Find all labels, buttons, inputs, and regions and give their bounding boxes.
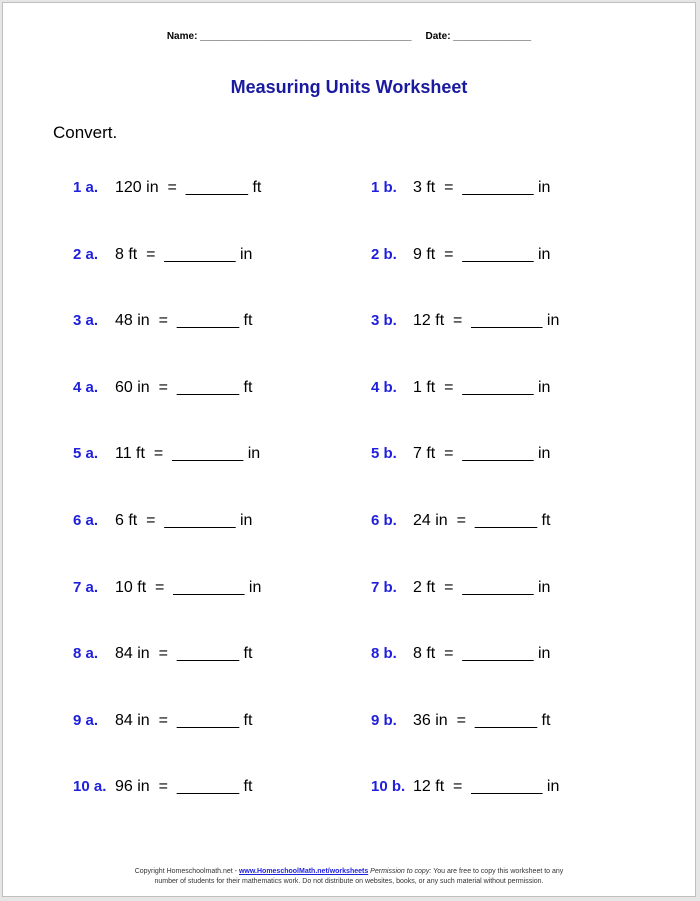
- problem-text: 11 ft = ________ in: [115, 445, 261, 463]
- problem-item: [73, 645, 252, 663]
- footer-line-1: [3, 867, 695, 877]
- problem-number: 1 b.: [371, 179, 397, 196]
- problem-number: 7 a.: [73, 578, 99, 596]
- problem-item: [371, 645, 550, 663]
- problem-item: [73, 379, 252, 397]
- problem-text: 24 in = _______ ft: [413, 512, 551, 529]
- problem-item: [371, 712, 550, 730]
- problem-text: 8 ft = ________ in: [413, 645, 551, 663]
- problem-item: [73, 179, 261, 197]
- problem-number: 8 b.: [371, 645, 397, 663]
- problem-text: 1 ft = ________ in: [413, 378, 551, 396]
- problem-item: [73, 712, 252, 730]
- instruction-text: Convert.: [53, 123, 118, 142]
- footer-copyright: Copyright Homeschoolmath.net -: [134, 868, 239, 875]
- problem-item: [371, 579, 550, 597]
- problem-text: 36 in = _______ ft: [413, 711, 551, 729]
- problem-number: 1 a.: [73, 179, 99, 196]
- worksheet-page: [2, 2, 696, 897]
- problem-number: 3 a.: [73, 312, 99, 330]
- problem-text: 12 ft = ________ in: [413, 312, 560, 330]
- problem-text: 3 ft = ________ in: [413, 179, 551, 196]
- problem-text: 7 ft = ________ in: [413, 445, 551, 463]
- problem-number: 2 b.: [371, 245, 397, 263]
- problem-number: 6 a.: [73, 512, 99, 529]
- problem-item: [371, 445, 550, 463]
- footer-permission-label: Permission to copy:: [368, 868, 434, 875]
- problem-number: 10 a.: [73, 778, 107, 796]
- problem-item: [371, 246, 550, 264]
- problem-text: 12 ft = ________ in: [413, 778, 560, 796]
- problem-text: 84 in = _______ ft: [115, 711, 253, 729]
- problem-number: 10 b.: [371, 778, 406, 796]
- problem-item: [73, 778, 252, 796]
- problem-item: [73, 312, 252, 330]
- problem-text: 8 ft = ________ in: [115, 245, 253, 263]
- problem-item: [73, 512, 252, 530]
- problem-text: 6 ft = ________ in: [115, 512, 253, 529]
- problem-item: [371, 179, 550, 197]
- date-line: Date: ______________: [425, 31, 532, 42]
- name-date-header: [3, 31, 695, 42]
- problem-text: 120 in = _______ ft: [115, 179, 262, 196]
- footer-permission-text: You are free to copy this worksheet to any: [433, 868, 564, 875]
- footer-line-2: number of students for their mathematics work. Do not distribute on websites, books, or any such material without permission.: [154, 878, 544, 885]
- problem-number: 9 a.: [73, 711, 99, 729]
- problem-text: 48 in = _______ ft: [115, 312, 253, 330]
- problem-text: 10 ft = ________ in: [115, 578, 262, 596]
- page-title: Measuring Units Worksheet: [230, 77, 468, 97]
- footer-link[interactable]: www.HomeschoolMath.net/worksheets: [238, 868, 369, 875]
- problem-item: [371, 379, 550, 397]
- problem-text: 60 in = _______ ft: [115, 378, 253, 396]
- problem-number: 5 a.: [73, 445, 99, 463]
- problem-number: 5 b.: [371, 445, 397, 463]
- problem-number: 4 b.: [371, 378, 397, 396]
- problem-text: 9 ft = ________ in: [413, 245, 551, 263]
- problem-number: 4 a.: [73, 378, 99, 396]
- problem-text: 96 in = _______ ft: [115, 778, 253, 796]
- problem-text: 84 in = _______ ft: [115, 645, 253, 663]
- footer: [3, 867, 695, 887]
- problem-number: 7 b.: [371, 578, 397, 596]
- name-line: Name: ______________________________________: [166, 31, 412, 42]
- problem-number: 9 b.: [371, 711, 397, 729]
- problem-item: [73, 579, 261, 597]
- problem-number: 8 a.: [73, 645, 99, 663]
- problem-item: [73, 445, 260, 463]
- problem-text: 2 ft = ________ in: [413, 578, 551, 596]
- problem-item: [371, 312, 559, 330]
- problem-item: [371, 512, 550, 530]
- problem-item: [371, 778, 559, 796]
- problem-item: [73, 246, 252, 264]
- problem-number: 2 a.: [73, 245, 99, 263]
- problem-number: 6 b.: [371, 512, 397, 529]
- problem-number: 3 b.: [371, 312, 397, 330]
